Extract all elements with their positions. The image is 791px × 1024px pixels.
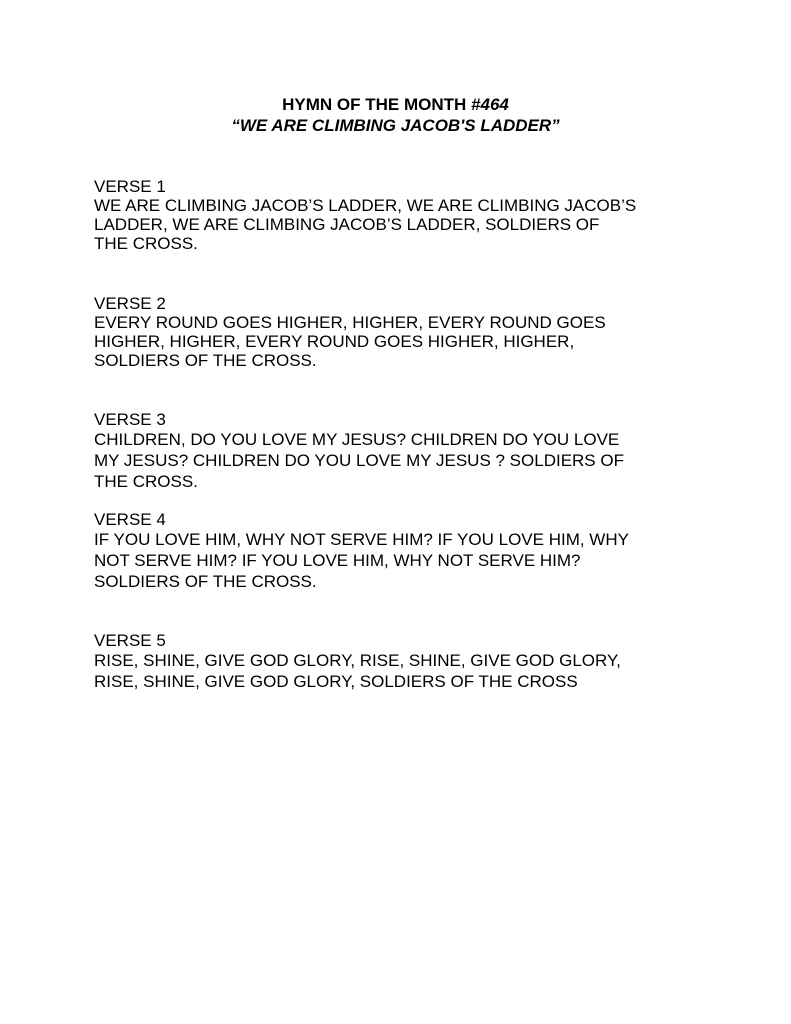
verse-block (94, 631, 704, 692)
verse-text: EVERY ROUND GOES HIGHER, HIGHER, EVERY ROUND GOES HIGHER, HIGHER, EVERY ROUND GOES HIGHER, HIGHER, SOLDIERS OF THE CROSS. (94, 313, 606, 370)
verse-text: RISE, SHINE, GIVE GOD GLORY, RISE, SHINE, GIVE GOD GLORY, RISE, SHINE, GIVE GOD GLORY, SOLDIERS OF THE CROSS (94, 651, 621, 691)
verse-label: VERSE 2 (94, 294, 166, 313)
verse-label: VERSE 1 (94, 177, 166, 196)
verse-label: VERSE 4 (94, 510, 166, 529)
verse-block (94, 294, 704, 370)
verse-block (94, 177, 704, 253)
verse-text: IF YOU LOVE HIM, WHY NOT SERVE HIM? IF YOU LOVE HIM, WHY NOT SERVE HIM? IF YOU LOVE HIM, WHY NOT SERVE HIM? SOLDIERS OF THE CROSS. (94, 530, 629, 591)
verse-text: CHILDREN, DO YOU LOVE MY JESUS? CHILDREN DO YOU LOVE MY JESUS? CHILDREN DO YOU LOVE MY JESUS ? SOLDIERS OF THE CROSS. (94, 430, 624, 491)
verse-text: WE ARE CLIMBING JACOB’S LADDER, WE ARE CLIMBING JACOB’S LADDER, WE ARE CLIMBING JACOB’S LADDER, SOLDIERS OF THE CROSS. (94, 196, 637, 253)
page-title (0, 94, 791, 115)
title-prefix: HYMN OF THE MONTH (282, 95, 472, 114)
verse-label: VERSE 5 (94, 631, 166, 650)
verse-block (94, 510, 704, 592)
verse-label: VERSE 3 (94, 410, 166, 429)
hymn-number: #464 (471, 95, 509, 114)
hymn-header (0, 94, 791, 136)
hymn-subtitle: “WE ARE CLIMBING JACOB'S LADDER” (231, 116, 560, 135)
verse-block (94, 410, 704, 492)
